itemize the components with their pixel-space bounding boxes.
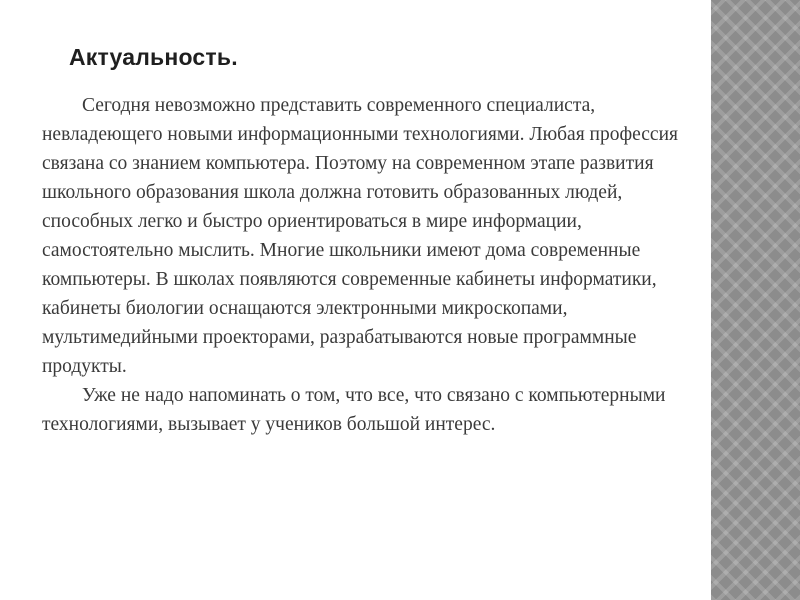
slide-title: Актуальность. — [69, 44, 238, 70]
decorative-side-panel — [711, 0, 800, 600]
slide-body — [42, 91, 692, 439]
paragraph-2: Уже не надо напоминать о том, что все, что связано с компьютерными технологиями, вызывает у учеников большой интерес. — [42, 385, 666, 435]
paragraph-1: Сегодня невозможно представить современного специалиста, невладеющего новыми информационными технологиями. Любая профессия связана со знанием компьютера. Поэтому на современном этапе развития школьного образования школа должна готовить образованных людей, способных легко и быстро ориентироваться в мире информации, самостоятельно мыслить. Многие школьники имеют дома современные компьютеры. В школах появляются современные кабинеты информатики, кабинеты биологии оснащаются электронными микроскопами, мультимедийными проекторами, разрабатываются новые программные продукты. — [42, 95, 678, 377]
